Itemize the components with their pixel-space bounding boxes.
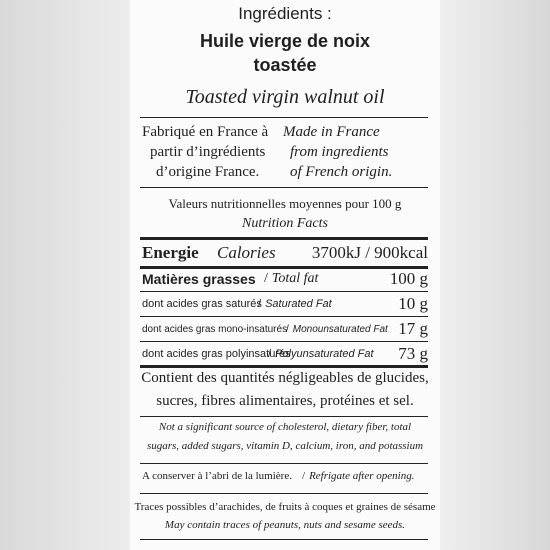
origin-en-line2: from ingredients bbox=[290, 144, 389, 160]
storage-en: / Refrigate after opening. bbox=[302, 470, 414, 482]
nutrition-header-fr: Valeurs nutritionnelles moyennes pour 100 g bbox=[168, 196, 402, 211]
mono-value: 17 g bbox=[398, 319, 428, 338]
right-background bbox=[440, 0, 550, 550]
energy-value: 3700kJ / 900kcal bbox=[311, 243, 428, 262]
divider bbox=[140, 463, 428, 464]
fat-label-en: / Total fat bbox=[264, 271, 318, 287]
divider bbox=[140, 539, 428, 540]
poly-label-fr: dont acides gras polyinsaturés bbox=[142, 348, 291, 360]
saturated-value: 10 g bbox=[398, 294, 428, 313]
origin-en-line3: of French origin. bbox=[290, 164, 393, 180]
negligible-line1: Contient des quantités négligeables de glucides, bbox=[141, 370, 429, 386]
divider bbox=[140, 493, 428, 494]
poly-label-en: / Polyunsaturated Fat bbox=[268, 348, 374, 360]
product-name-fr-line1: Huile vierge de noix bbox=[199, 31, 371, 51]
traces-en: May contain traces of peanuts, nuts and sesame seeds. bbox=[164, 519, 406, 531]
traces-fr: Traces possibles d’arachides, de fruits à coques et graines de sésame bbox=[134, 501, 436, 513]
not-significant-line2: sugars, added sugars, vitamin D, calcium, iron, and potassium bbox=[146, 440, 424, 452]
origin-fr-line3: d’origine France. bbox=[156, 164, 260, 180]
product-name-en: Toasted virgin walnut oil bbox=[185, 86, 385, 108]
divider bbox=[140, 341, 428, 342]
divider bbox=[140, 316, 428, 317]
poly-value: 73 g bbox=[398, 344, 428, 363]
divider bbox=[140, 187, 428, 188]
divider-thick bbox=[140, 266, 428, 269]
mono-label-fr: dont acides gras mono-insaturés bbox=[142, 324, 288, 335]
left-background bbox=[0, 0, 130, 550]
divider bbox=[140, 291, 428, 292]
nutrition-header-en: Nutrition Facts bbox=[242, 216, 328, 231]
nutrition-label bbox=[130, 0, 440, 550]
divider-thick bbox=[140, 237, 428, 240]
origin-en-line1: Made in France bbox=[283, 124, 380, 140]
divider bbox=[140, 117, 428, 118]
divider bbox=[140, 416, 428, 417]
origin-fr-line2: partir d’ingrédients bbox=[150, 144, 266, 160]
saturated-label-en: / Saturated Fat bbox=[258, 298, 332, 310]
product-name-fr-line2: toastée bbox=[253, 55, 317, 75]
origin-fr-line1: Fabriqué en France à bbox=[142, 124, 269, 140]
mono-label-en: / Monounsaturated Fat bbox=[286, 324, 388, 335]
negligible-line2: sucres, fibres alimentaires, protéines et sel. bbox=[156, 393, 414, 409]
energy-label-en: Calories bbox=[217, 243, 276, 262]
fat-label-fr: Matières grasses bbox=[142, 271, 256, 287]
divider-thick bbox=[140, 365, 428, 368]
energy-label-fr: Energie bbox=[142, 243, 199, 262]
fat-value: 100 g bbox=[389, 269, 428, 288]
not-significant-line1: Not a significant source of cholesterol, dietary fiber, total bbox=[158, 421, 412, 433]
storage-fr: A conserver à l’abri de la lumière. bbox=[142, 470, 292, 482]
saturated-label-fr: dont acides gras saturés bbox=[142, 298, 262, 310]
ingredients-title: Ingrédients : bbox=[238, 4, 332, 23]
